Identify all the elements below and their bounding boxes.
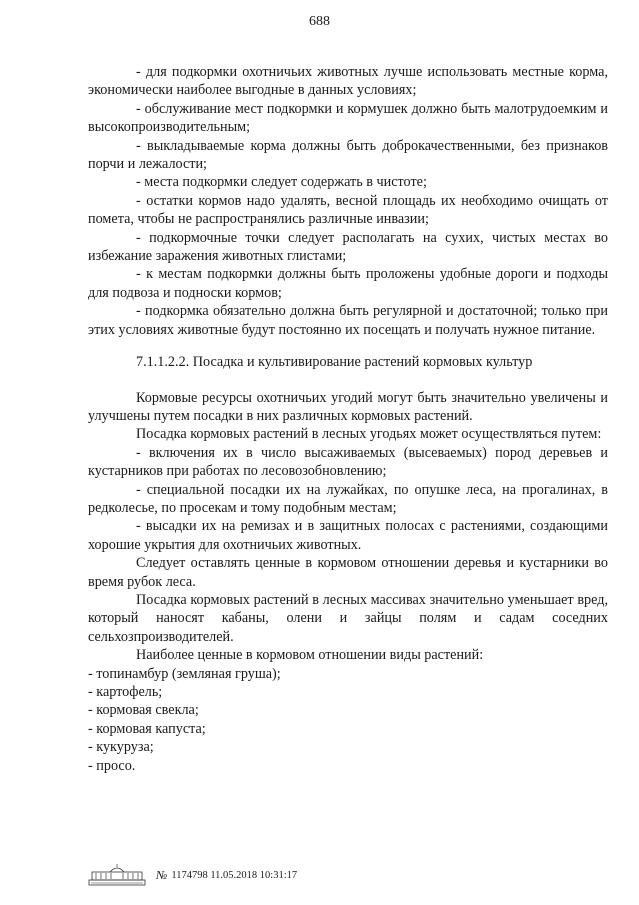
list-item: - обслуживание мест подкормки и кормушек должно быть малотрудоемким и высокопроизводительным;: [88, 100, 608, 136]
feeding-requirements-list: [88, 63, 608, 339]
list-item: - просо.: [88, 757, 136, 774]
list-item: - остатки кормов надо удалять, весной площадь их необходимо очищать от помета, чтобы не распространялись различные инвазии;: [88, 192, 608, 228]
section-heading: 7.1.1.2.2. Посадка и культивирование растений кормовых культур: [136, 354, 533, 371]
plant-list: [88, 665, 608, 775]
list-item: - выкладываемые корма должны быть доброкачественными, без признаков порчи и лежалости;: [88, 137, 608, 173]
document-body: [88, 63, 608, 775]
paragraph: - специальной посадки их на лужайках, по опушке леса, на прогалинах, в редколесье, по просекам и тому подобным местам;: [88, 481, 608, 516]
list-item: - места подкормки следует содержать в чистоте;: [136, 174, 427, 191]
page-number: 688: [309, 14, 330, 29]
list-item: - для подкормки охотничьих животных лучше использовать местные корма, экономически наиболее выгодные в данных условиях;: [88, 64, 608, 99]
list-item: - подкормка обязательно должна быть регулярной и достаточной; только при этих условиях животные будут постоянно их посещать и получать нужное питание.: [88, 303, 608, 338]
list-item: - кормовая свекла;: [88, 702, 199, 719]
list-item: - подкормочные точки следует располагать на сухих, чистых местах во избежание заражения животных глистами;: [88, 229, 608, 265]
list-item: - картофель;: [88, 684, 163, 700]
building-stamp-icon: [88, 863, 146, 887]
paragraph: - включения их в число высаживаемых (высеваемых) пород деревьев и кустарников при работах по лесовозобновлению;: [88, 444, 608, 480]
document-footer: [88, 862, 297, 888]
paragraph: Посадка кормовых растений в лесных угодьях может осуществляться путем:: [136, 426, 602, 443]
paragraph: Наиболее ценные в кормовом отношении виды растений:: [136, 647, 484, 664]
paragraph: Кормовые ресурсы охотничьих угодий могут быть значительно увеличены и улучшены путем посадки в них различных кормовых растений.: [88, 389, 608, 424]
section-body: [88, 389, 608, 665]
paragraph: Посадка кормовых растений в лесных массивах значительно уменьшает вред, который наносят кабаны, олени и зайцы полям и садам соседних сельхозпроизводителей.: [88, 591, 608, 645]
paragraph: - высадки их на ремизах и в защитных полосах с растениями, создающими хорошие укрытия для охотничьих животных.: [88, 518, 608, 553]
footer-stamp-text: 1174798 11.05.2018 10:31:17: [171, 869, 298, 881]
list-item: - топинамбур (земляная груша);: [88, 665, 281, 682]
number-sign: №: [156, 867, 168, 882]
list-item: - кукуруза;: [88, 739, 154, 756]
paragraph: Следует оставлять ценные в кормовом отношении деревья и кустарники во время рубок леса.: [88, 555, 608, 590]
list-item: - к местам подкормки должны быть проложены удобные дороги и подходы для подвоза и подноски кормов;: [88, 266, 608, 301]
list-item: - кормовая капуста;: [88, 720, 206, 737]
